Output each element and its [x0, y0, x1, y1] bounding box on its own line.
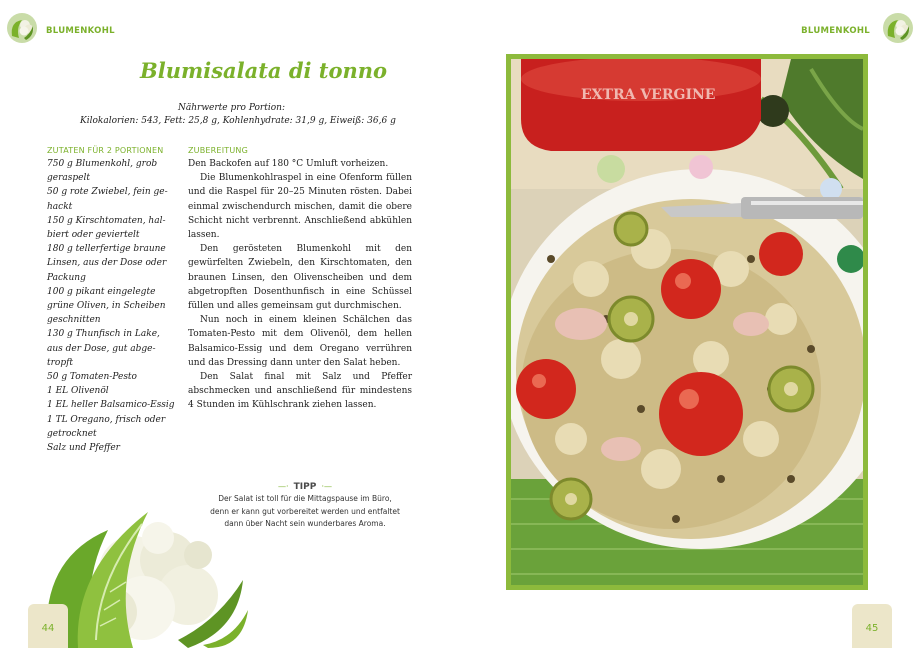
preparation-section [188, 146, 412, 413]
ingredient-line: 750 g Blumenkohl, grob [47, 159, 158, 169]
tip-heading [200, 474, 410, 493]
preparation-heading: ZUBEREITUNG [188, 146, 248, 155]
ingredient-line: 100 g pikant eingelegte [47, 286, 156, 297]
ingredient-line: aus der Dose, gut abge- [47, 343, 156, 354]
ingredient-line: 180 g tellerfertige braune [47, 244, 166, 255]
preparation-paragraph: Die Blumenkohlraspel in eine Ofenform füllen und die Raspel für 20–25 Minuten rösten. Dabei einmal zwischendurch mischen, damit die obere Schicht nicht verbrennt. Anschließend abkühlen lassen. [188, 173, 412, 241]
ingredient-line: 1 TL Oregano, frisch oder [47, 414, 166, 425]
running-head-left: BLUMENKOHL [46, 26, 115, 36]
running-head-right: BLUMENKOHL [801, 26, 870, 36]
tip-title: TIPP [293, 482, 317, 492]
preparation-paragraph: Den Salat final mit Salz und Pfeffer abschmecken und anschließend für mindestens 4 Stunden im Kühlschrank ziehen lassen. [188, 372, 412, 411]
tip-ornament-right: ·— [321, 482, 332, 491]
tip-line: denn er kann gut vorbereitet werden und entfaltet [210, 506, 400, 516]
ingredients-list [47, 157, 175, 455]
recipe-title: Blumisalata di tonno [140, 58, 388, 83]
tip-line: Der Salat ist toll für die Mittagspause im Büro, [218, 494, 392, 503]
ingredient-line: 1 EL Olivenöl [47, 386, 109, 397]
salad-photo [511, 59, 863, 585]
page-number-left: 44 [41, 623, 55, 634]
ingredient-line: geraspelt [47, 173, 90, 184]
ingredient-line: getrocknet [47, 428, 97, 439]
ingredients-heading: ZUTATEN FÜR 2 PORTIONEN [47, 146, 164, 155]
photo-frame [506, 54, 868, 590]
cauliflower-illustration [38, 500, 248, 648]
page-number-right: 45 [865, 623, 879, 634]
preparation-paragraph: Nun noch in einem kleinen Schälchen das Tomaten-Pesto mit dem Olivenöl, dem hellen Balsamico-Essig und dem Oregano verrühren und das Dressing dann unter den Salat heben. [188, 315, 412, 368]
ingredient-line: tropft [47, 357, 74, 368]
ingredient-line: biert oder geviertelt [47, 230, 140, 241]
ingredient-line: Linsen, aus der Dose oder [47, 258, 167, 269]
nutrition-label: Nährwerte pro Portion: [178, 103, 285, 113]
preparation-paragraph: Den Backofen auf 180 °C Umluft vorheizen. [188, 159, 389, 169]
ingredient-line: geschnitten [47, 315, 101, 326]
cauliflower-icon [6, 12, 38, 44]
ingredient-line: Packung [47, 272, 86, 283]
pot-label: EXTRA VERGINE [581, 87, 716, 103]
ingredient-line: 150 g Kirschtomaten, hal- [47, 215, 166, 226]
ingredient-line: 1 EL heller Balsamico-Essig [47, 400, 175, 411]
ingredient-line: 130 g Thunfisch in Lake, [47, 329, 160, 340]
tip-ornament-left: —· [278, 482, 289, 491]
ingredient-line: Salz und Pfeffer [47, 443, 120, 454]
ingredient-line: 50 g rote Zwiebel, fein ge- [47, 187, 168, 198]
ingredients-section [47, 146, 175, 455]
ingredient-line: grüne Oliven, in Scheiben [47, 301, 166, 312]
ingredient-line: 50 g Tomaten-Pesto [47, 372, 137, 383]
preparation-paragraph: Den gerösteten Blumenkohl mit den gewürfelten Zwiebeln, den Kirschtomaten, den braunen Linsen, den Olivenscheiben und dem abgetropften Dosenthunfisch in eine Schüssel füllen und alles gemeinsam gut durchmischen. [188, 244, 412, 312]
ingredient-line: hackt [47, 201, 73, 212]
nutrition-values: Kilokalorien: 543, Fett: 25,8 g, Kohlenhydrate: 31,9 g, Eiweiß: 36,6 g [80, 116, 396, 126]
cauliflower-icon [882, 12, 914, 44]
tip-line: dann über Nacht sein wunderbares Aroma. [224, 519, 386, 528]
